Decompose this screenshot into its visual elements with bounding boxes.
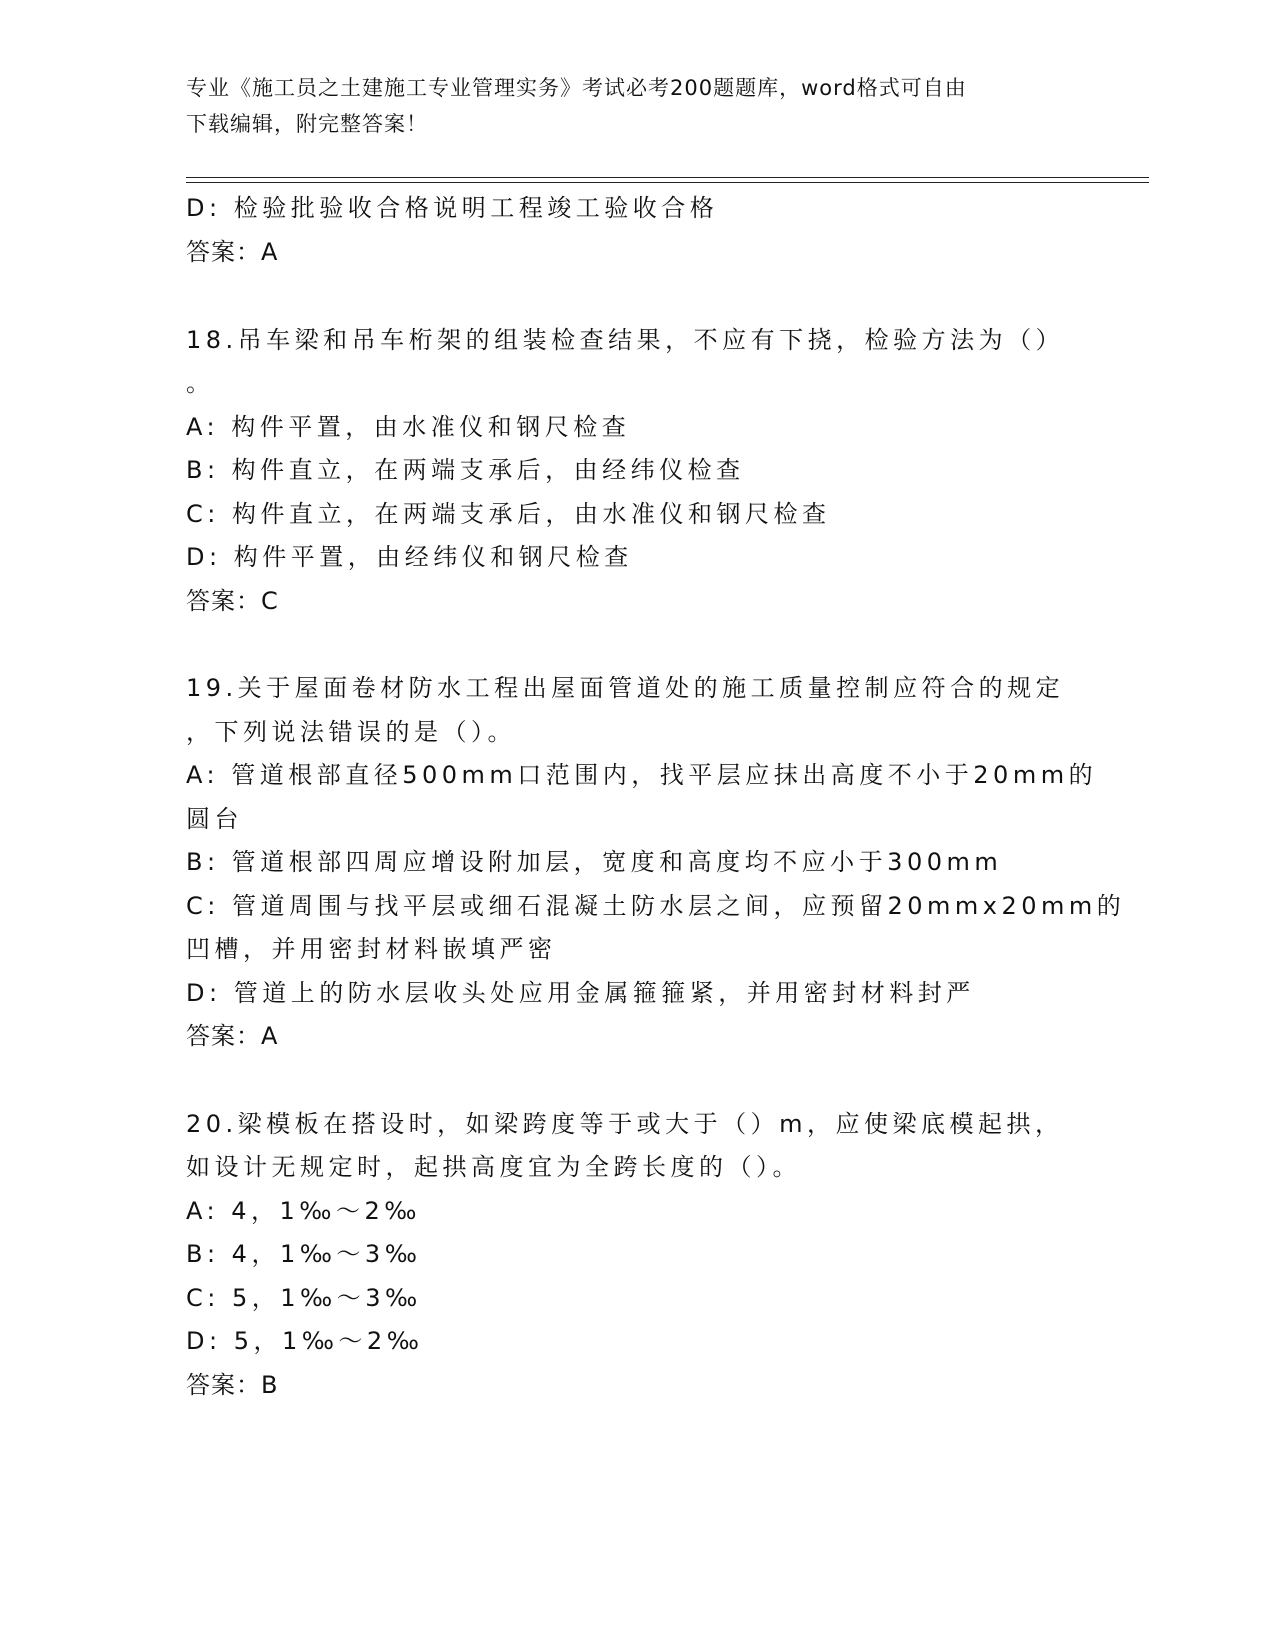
q18-answer: 答案：C xyxy=(186,587,279,615)
q20-option-b: B: 4，1‰～3‰ xyxy=(186,1240,422,1268)
header-line-1: 专业《施工员之土建施工专业管理实务》考试必考200题题库，word格式可自由 xyxy=(186,76,967,100)
q19-option-a-line-1: A: 管道根部直径500mm口范围内，找平层应抹出高度不小于20mm的 xyxy=(186,761,1098,789)
document-header xyxy=(186,70,1066,142)
q18-option-a: A: 构件平置，由水准仪和钢尺检查 xyxy=(186,413,631,441)
q20-stem-line-1: 20.梁模板在搭设时，如梁跨度等于或大于（）m，应使梁底模起拱， xyxy=(186,1110,1064,1138)
q18-option-b: B: 构件直立，在两端支承后，由经纬仪检查 xyxy=(186,456,745,484)
prev-answer: 答案：A xyxy=(186,238,279,266)
q20-answer: 答案：B xyxy=(186,1371,279,1399)
q19-option-a-line-2: 圆台 xyxy=(186,805,243,833)
q19-answer: 答案：A xyxy=(186,1022,279,1050)
q20-option-d: D: 5，1‰～2‰ xyxy=(186,1327,424,1355)
q19-stem-line-2: ，下列说法错误的是（）。 xyxy=(186,718,516,746)
header-divider-top xyxy=(186,177,1149,178)
q19-option-d: D: 管道上的防水层收头处应用金属箍箍紧，并用密封材料封严 xyxy=(186,979,975,1007)
header-divider-bottom xyxy=(186,182,1149,183)
q18-stem-line-1: 18.吊车梁和吊车桁架的组装检查结果，不应有下挠，检验方法为（） xyxy=(186,326,1065,354)
q20-option-a: A: 4，1‰～2‰ xyxy=(186,1197,421,1225)
q19-option-c-line-2: 凹槽，并用密封材料嵌填严密 xyxy=(186,935,557,963)
q20-option-c: C: 5，1‰～3‰ xyxy=(186,1284,422,1312)
q18-stem-line-2: 。 xyxy=(186,369,215,397)
q19-option-b: B: 管道根部四周应增设附加层，宽度和高度均不应小于300mm xyxy=(186,848,1003,876)
header-line-2: 下载编辑，附完整答案！ xyxy=(186,112,428,136)
q18-option-d: D: 构件平置，由经纬仪和钢尺检查 xyxy=(186,543,633,571)
prev-option-d: D: 检验批验收合格说明工程竣工验收合格 xyxy=(186,194,719,222)
q19-option-c-line-1: C: 管道周围与找平层或细石混凝土防水层之间，应预留20mmx20mm的 xyxy=(186,892,1126,920)
q20-stem-line-2: 如设计无规定时，起拱高度宜为全跨长度的（）。 xyxy=(186,1153,801,1181)
q18-option-c: C: 构件直立，在两端支承后，由水准仪和钢尺检查 xyxy=(186,500,831,528)
q19-stem-line-1: 19.关于屋面卷材防水工程出屋面管道处的施工质量控制应符合的规定 xyxy=(186,674,1065,702)
